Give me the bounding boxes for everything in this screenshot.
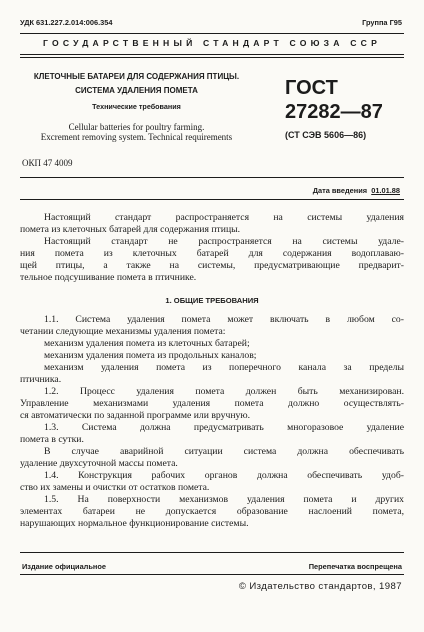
state-standard-heading: ГОСУДАРСТВЕННЫЙ СТАНДАРТ СОЮЗА ССР: [42, 38, 382, 48]
text-line: птичника.: [20, 374, 62, 386]
text-line: 1.4. Конструкция рабочих органов должна обеспечивать удоб-: [44, 470, 404, 481]
text-line: ство их замены и очистки от остатков помета.: [20, 482, 210, 494]
title-ru-line2: СИСТЕМА УДАЛЕНИЯ ПОМЕТА: [75, 86, 198, 95]
text-line: помета в сутки.: [20, 434, 84, 446]
clause-1-2: [20, 386, 404, 422]
title-subtitle: Технические требования: [92, 102, 181, 111]
effective-date-value: 01.01.88: [371, 186, 400, 195]
clause-1-4: [20, 470, 404, 494]
header-divider: [20, 54, 404, 55]
clause-item-2: [20, 350, 404, 362]
text-line: Настоящий стандарт распространяется на системы удаления: [44, 212, 404, 223]
text-line: механизм удаления помета из поперечного канала за пределы: [44, 362, 404, 373]
top-divider: [20, 33, 404, 34]
text-line: 1.5. На поверхности механизмов удаления помета и других: [44, 494, 404, 505]
text-line: Настоящий стандарт не распространяется на системы удале-: [44, 236, 404, 247]
title-en-line1: Cellular batteries for poultry farming.: [68, 122, 205, 132]
group-code: Группа Г95: [362, 18, 402, 27]
text-line: 1.2. Процесс удаления помета должен быть механизирован.: [44, 386, 404, 397]
clause-emergency: [20, 446, 404, 470]
clause-1-1: [20, 314, 404, 338]
clause-1-3: [20, 422, 404, 446]
text-line: Управление механизмами удаления помета должно осуществлять-: [20, 398, 404, 410]
udk-code: УДК 631.227.2.014:006.354: [20, 18, 113, 27]
gost-number: 27282—87: [285, 101, 383, 123]
footer-divider-thin: [20, 574, 404, 575]
title-ru-line1: КЛЕТОЧНЫЕ БАТАРЕИ ДЛЯ СОДЕРЖАНИЯ ПТИЦЫ.: [33, 72, 240, 81]
clause-item-3: [20, 362, 404, 386]
gost-label: ГОСТ: [285, 77, 338, 99]
text-line: 1.3. Система должна предусматривать многоразовое удаление: [44, 422, 404, 433]
text-line: 1.1. Система удаления помета может включать в любом со-: [44, 314, 404, 325]
text-line: удаление двухсуточной массы помета.: [20, 458, 178, 470]
text-line: нарушающих нормальное функционирование системы.: [20, 518, 249, 530]
text-line: помета из клеточных батарей для содержания птицы.: [20, 224, 241, 236]
text-line: щей птицы, а также на системы, предусматривающие предварит-: [20, 260, 404, 272]
text-line: ния помета из клеточных батарей для содержания водоплаваю-: [20, 248, 404, 260]
clause-item-1: [20, 338, 404, 350]
reprint-prohibited: Перепечатка воспрещена: [308, 562, 402, 571]
intro-paragraph-1: [20, 212, 404, 236]
section-heading: 1. ОБЩИЕ ТРЕБОВАНИЯ: [165, 296, 259, 305]
title-en-line2: Excrement removing system. Technical requirements: [40, 132, 233, 142]
text-line: четании следующие механизмы удаления помета:: [20, 326, 226, 338]
date-divider: [20, 199, 404, 200]
text-line: механизм удаления помета из клеточных батарей;: [44, 338, 250, 349]
clause-1-5: [20, 494, 404, 530]
okp-code: ОКП 47 4009: [22, 158, 73, 168]
text-line: механизм удаления помета из продольных каналов;: [44, 350, 257, 361]
text-line: ся автоматически по заданной программе или вручную.: [20, 410, 251, 422]
sev-reference: (СТ СЭВ 5606—86): [285, 130, 367, 140]
footer-divider: [20, 552, 404, 553]
effective-date-label: Дата введения: [312, 186, 368, 195]
text-line: В случае аварийной ситуации система должна обеспечивать: [44, 446, 404, 457]
copyright: © Издательство стандартов, 1987: [238, 581, 402, 592]
effective-date: [313, 186, 400, 195]
header-divider-thin: [20, 57, 404, 58]
official-edition: Издание официальное: [22, 562, 107, 571]
intro-paragraph-2: [20, 236, 404, 284]
text-line: элементах батареи не допускается образование наслоений помета,: [20, 506, 404, 518]
text-line: тельное подсушивание помета в птичнике.: [20, 272, 197, 284]
title-divider: [20, 177, 404, 178]
